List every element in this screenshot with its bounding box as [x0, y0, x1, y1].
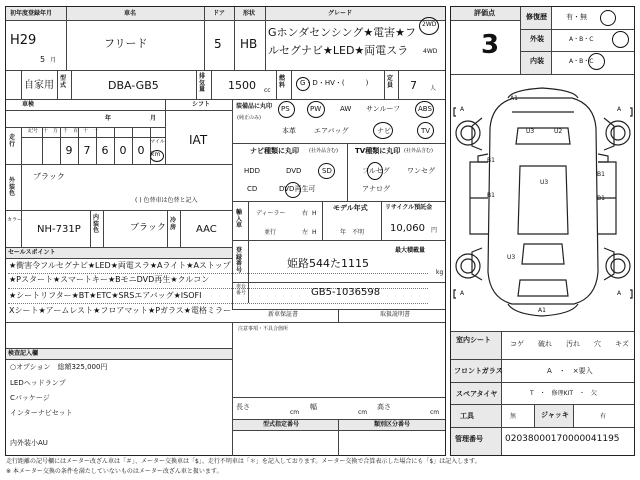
navi-sd: SD — [322, 167, 332, 175]
drive-2wd: 2WD — [422, 21, 437, 28]
odo-units: 記号 十 万 千 百 十 一 — [28, 128, 99, 134]
navi-dvd: DVD — [286, 167, 302, 175]
interior-grade-label: 内装 — [530, 57, 544, 65]
diag-label-a1-rear: A1 — [538, 307, 546, 314]
odo-digit-2: 7 — [83, 144, 91, 157]
diag-bracket-a-rl: A — [460, 290, 465, 297]
sales-point-line-2: ★Pスタート★スマートキー★BモニDVD再生★クルコン — [9, 275, 210, 284]
sales-point-line-3: ★シートリフター★BT★ETC★SRSエアバッグ★ISOFI — [9, 291, 202, 300]
shift: IAT — [189, 133, 208, 147]
diag-label-b1-left: B1 — [487, 157, 495, 164]
diag-bracket-a-rr: A — [617, 290, 622, 297]
capacity: 7 — [410, 79, 417, 92]
chassis-value: GB5-1036598 — [311, 287, 381, 298]
width-cm: cm — [358, 409, 368, 416]
shaken-year-label: 年 — [105, 115, 112, 122]
diag-label-u2: U2 — [554, 128, 563, 135]
tools-label: 工具 — [460, 412, 474, 420]
sales-point-line-4: Xシート★アームレスト★フロアマット★Pガラス★電格ミラー — [9, 306, 231, 315]
interior-color: ブラック — [130, 223, 166, 233]
equip-aw: AW — [340, 105, 352, 113]
displacement-label: 排気量 — [199, 73, 206, 94]
score-label: 評価点 — [474, 9, 495, 17]
class-label: 類別区分番号 — [374, 421, 411, 428]
tools-value: 無 — [510, 413, 517, 420]
exterior-grade-label: 外装 — [530, 35, 544, 43]
cc-unit: cc — [264, 87, 271, 94]
car-damage-diagram — [452, 76, 634, 342]
inspection-title: 検査記入欄 — [8, 350, 39, 357]
month-unit: 月 — [50, 57, 57, 64]
diag-bracket-a-fl: A — [460, 106, 465, 113]
mgmt-value: 0203800017000004119​5 — [505, 434, 620, 444]
mile-label: マイル — [150, 139, 165, 145]
equip-sunroof: サンルーフ — [366, 105, 401, 113]
grade-line-2: ルセグナビ★LED★両電スラ — [268, 44, 409, 57]
import-label: 輸入車 — [236, 209, 243, 230]
sales-point-title: セールスポイント — [8, 249, 56, 256]
equip-tv: TV — [421, 127, 431, 135]
navi-dvd-play: DVD再生可 — [279, 185, 316, 193]
odo-digit-3: 6 — [101, 144, 109, 157]
inspection-line-6: 内外装小AU — [10, 439, 48, 447]
recycle-value: 10,060 — [390, 223, 425, 234]
seat-items: コゲ 破れ 汚れ 穴 キズ — [510, 340, 629, 348]
ac-label: 冷房 — [170, 217, 177, 231]
model-year-value: 年 不明 — [340, 229, 365, 236]
repair-none-circle — [600, 10, 616, 26]
registration-value: 姫路544た1115 — [287, 257, 369, 270]
score-value: 3 — [481, 30, 500, 60]
capacity-label: 定員 — [387, 75, 394, 89]
inspection-line-3: Cパッケージ — [10, 394, 50, 402]
tv-type-title: TV種類に丸印 — [355, 147, 401, 155]
odo-digit-5: 0 — [137, 144, 145, 157]
exterior-color: ブラック — [33, 172, 65, 181]
fuel-label: 燃料 — [279, 75, 286, 89]
owner-manual: 取扱説明書 — [380, 311, 411, 318]
type-designation-label: 型式指定番号 — [263, 421, 300, 428]
kg-unit: kg — [436, 269, 444, 276]
doors: 5 — [214, 37, 222, 51]
car-name: フリード — [104, 37, 148, 50]
diag-label-a1-front: A1 — [510, 95, 518, 102]
fuel-options: G・D・HV・( ) — [300, 79, 369, 87]
capacity-unit: 人 — [430, 85, 437, 92]
spare-value: T ・ 修理KIT ・ 欠 — [530, 390, 598, 397]
height-label: 高さ — [377, 403, 391, 411]
length-cm: cm — [290, 409, 300, 416]
repair-label: 修復歴 — [526, 13, 547, 21]
footer-line-2: ※ 本メーター交換の条件を満たしていないものはメーター改ざん車と扱います。 — [6, 468, 223, 475]
registration-label: 登録番号 — [236, 247, 243, 274]
jack-value: 有 — [600, 413, 607, 420]
import-right: 右 — [302, 210, 309, 217]
drive-4wd: 4WD — [423, 48, 438, 55]
recycle-unit: 円 — [431, 227, 438, 234]
inspection-line-1: ○オプション 総額325,000円 — [10, 363, 108, 371]
length-label: 長さ — [236, 403, 250, 411]
equip-abs: ABS — [418, 105, 432, 113]
navi-cd: CD — [247, 185, 258, 193]
diag-label-u3-roof: U3 — [540, 179, 549, 186]
tv-type-note: (社外品含む) — [404, 148, 433, 154]
exterior-label: 外装色 — [9, 177, 16, 198]
equip-ps: PS — [281, 105, 290, 113]
jack-label: ジャッキ — [541, 411, 569, 419]
inspection-line-2: LEDヘッドランプ — [10, 379, 66, 387]
exterior-c-circle — [612, 31, 629, 48]
max-load-label: 最大積載量 — [395, 247, 426, 254]
use-type: 自家用 — [24, 80, 54, 91]
model-code: DBA-GB5 — [108, 79, 159, 92]
equip-airbag: エアバッグ — [314, 127, 349, 135]
shaken-month-label: 月 — [150, 115, 157, 122]
sales-point-line-1: ★衝害令フルセグナビ★LED★両電スラ★Aライト★Aストップ — [9, 261, 231, 270]
shape-label: 形状 — [243, 10, 256, 17]
chassis-label: 車台番号 — [236, 284, 247, 296]
repair-options: 有・無 — [566, 13, 587, 21]
import-handle-r: H — [312, 210, 317, 217]
width-label: 幅 — [310, 403, 317, 411]
grade-line-1: Gホンダセンシング★電害★フ — [268, 26, 417, 39]
footer-line-1: 走行距離の記号欄にはメーター改ざん車は「＃」、メーター交換車は「$」、走行不明車は「＊」を記入しております。メーター交換で合算表示した場合にも「$」は記入します。 — [6, 458, 481, 465]
ac: AAC — [196, 224, 217, 235]
odo-digit-1: 9 — [65, 144, 73, 157]
displacement: 1500 — [228, 79, 256, 92]
shift-label: シフト — [192, 101, 211, 108]
import-dealer: ディーラー — [256, 210, 286, 217]
model-label: 型式 — [60, 75, 67, 89]
new-warranty: 新車保証書 — [268, 311, 299, 318]
navi-type-title: ナビ種類に丸印 — [250, 147, 299, 155]
navi-type-note: (社外品含む) — [309, 148, 338, 154]
equip-navi: ナビ — [377, 127, 391, 135]
first-reg-label: 初年度登録年月 — [10, 10, 53, 17]
equipment-title: 装備品に丸印 — [236, 103, 273, 110]
odo-label: 走行 — [9, 134, 16, 148]
seat-label: 室内シート — [456, 336, 491, 344]
navi-hdd: HDD — [244, 167, 261, 175]
interior-b-circle — [588, 53, 605, 70]
tv-analog: アナログ — [362, 185, 390, 193]
doors-label: ドア — [213, 10, 225, 17]
tv-oneseg: ワンセグ — [407, 167, 435, 175]
height-cm: cm — [430, 409, 440, 416]
spare-label: スペアタイヤ — [456, 390, 498, 398]
color-code: NH-731P — [37, 224, 81, 235]
diag-label-u3-rear: U3 — [507, 254, 516, 261]
import-handle-l: H — [312, 229, 317, 236]
interior-options: A・B・C — [569, 58, 594, 65]
km-label: km — [151, 151, 161, 158]
header-strip — [6, 7, 445, 20]
exterior-note: ( ) 色替車は色替と記入 — [135, 197, 198, 204]
color-code-label: カラー — [7, 217, 23, 223]
recycle-label: リサイクル預託金 — [385, 204, 433, 211]
equip-pw: PW — [310, 105, 322, 113]
odo-digit-4: 0 — [119, 144, 127, 157]
diag-label-b1-right-rear: B1 — [597, 195, 605, 202]
import-left: 左 — [302, 229, 309, 236]
era-year: H29 — [10, 33, 37, 48]
notes-title: 注意事項・不具合箇所 — [238, 326, 289, 332]
diag-label-b1-left-rear: B1 — [487, 192, 495, 199]
glass-value: A ・ ×要入 — [547, 367, 593, 375]
diag-label-u3-front: U3 — [526, 128, 535, 135]
tv-fullseg: フルセグ — [362, 167, 390, 175]
shape: HB — [240, 37, 258, 51]
exterior-options: A・B・C — [569, 36, 594, 43]
import-parallel: 並行 — [264, 229, 277, 236]
model-year-label: モデル年式 — [333, 204, 368, 212]
interior-color-label: 内装色 — [93, 214, 100, 235]
car-name-label: 車名 — [124, 10, 137, 17]
reg-month: 5 — [40, 55, 46, 64]
equipment-subtitle: (純正のみ) — [237, 115, 261, 121]
grade-label: グレード — [328, 10, 353, 17]
equip-leather: 本革 — [282, 127, 296, 135]
diag-label-b1-right: B1 — [597, 171, 605, 178]
shaken-label: 車検 — [22, 101, 35, 108]
inspection-line-4: インターナビセット — [10, 409, 73, 417]
mgmt-label: 管理番号 — [455, 435, 483, 443]
diag-bracket-a-fr: A — [617, 106, 622, 113]
glass-label: フロントガラス — [454, 367, 503, 375]
